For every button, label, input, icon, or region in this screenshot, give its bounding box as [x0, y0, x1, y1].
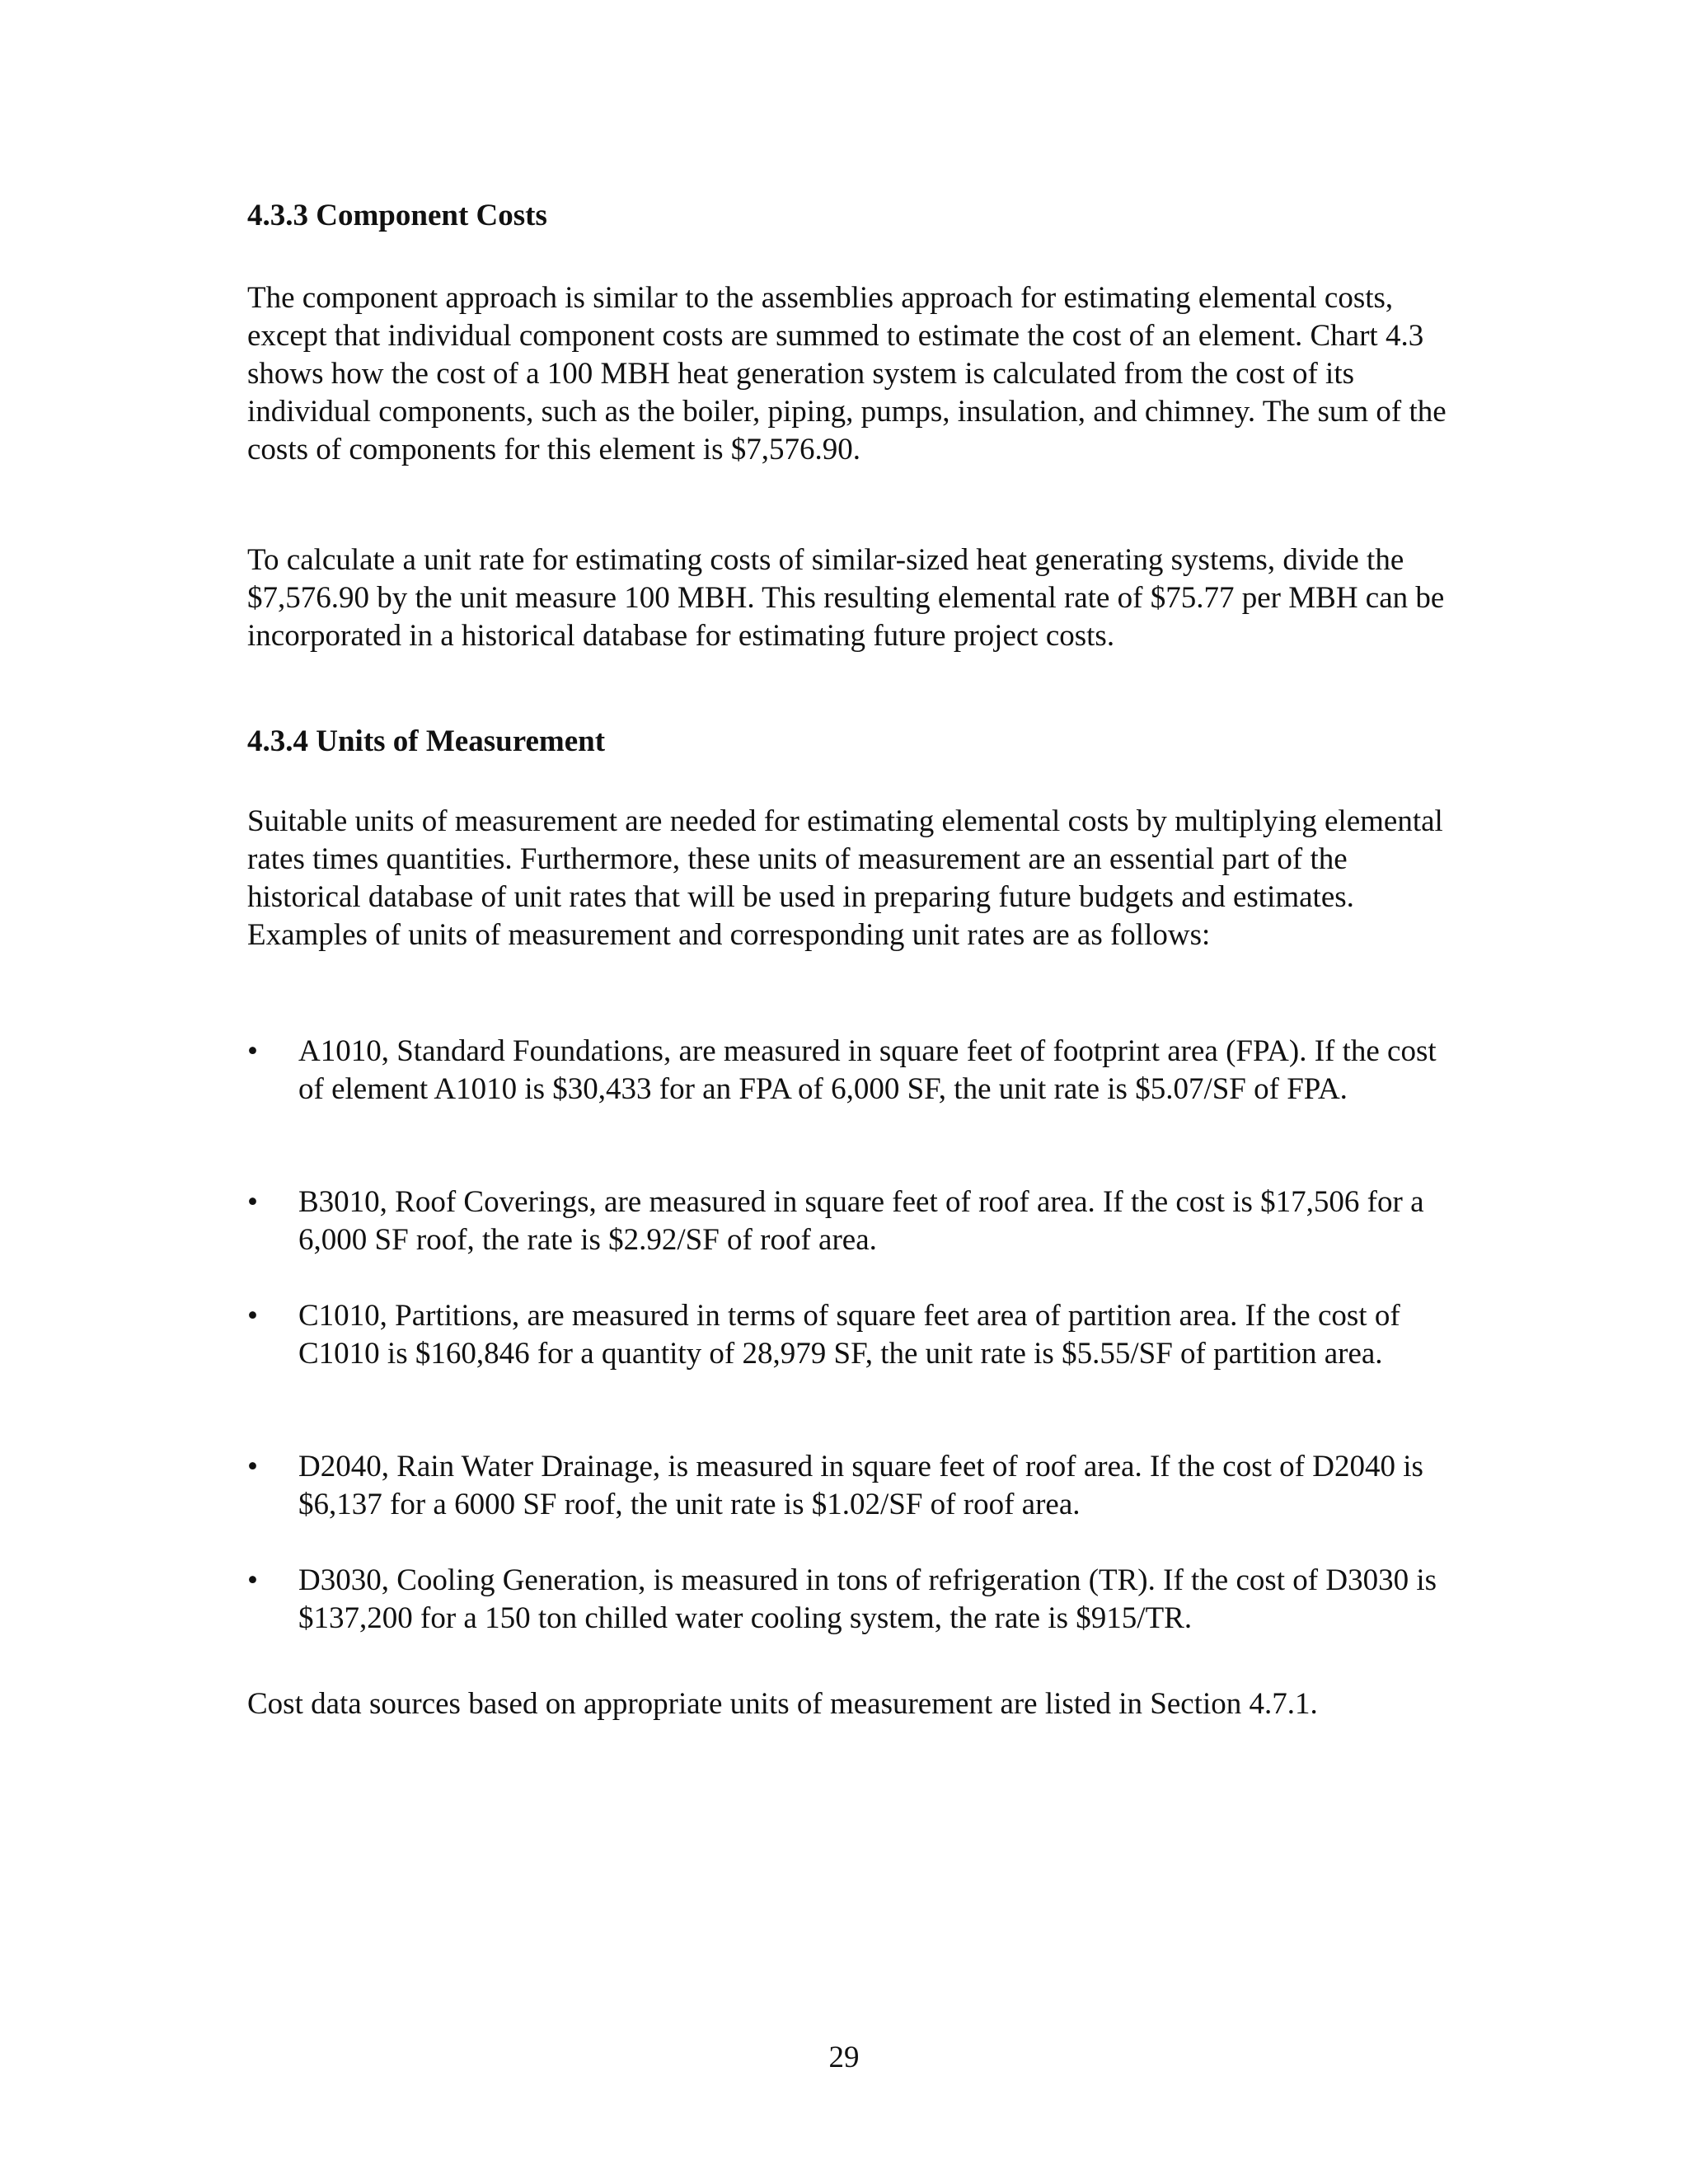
bullet-icon: • — [247, 1450, 258, 1483]
list-item-text: D3030, Cooling Generation, is measured in tons of refrigeration (TR). If the cost of D3030 is $137,200 for a 150 ton chilled water cooling system, the rate is $915/TR. — [298, 1563, 1437, 1635]
list-item-text: C1010, Partitions, are measured in terms of square feet area of partition area. If the cost of C1010 is $160,846 for a quantity of 28,979 SF, the unit rate is $5.55/SF of partition area. — [298, 1299, 1400, 1371]
bullet-icon: • — [247, 1034, 258, 1068]
bullet-icon: • — [247, 1185, 258, 1219]
section-heading-units-of-measurement: 4.3.4 Units of Measurement — [247, 724, 606, 758]
list-item-text: B3010, Roof Coverings, are measured in square feet of roof area. If the cost is $17,506 for a 6,000 SF roof, the rate is $2.92/SF of roof area. — [298, 1185, 1424, 1257]
bullet-icon: • — [247, 1299, 258, 1333]
page-number: 29 — [828, 2041, 860, 2074]
document-page — [247, 0, 1459, 2184]
bullet-icon: • — [247, 1563, 258, 1597]
paragraph-cost-data-sources: Cost data sources based on appropriate units of measurement are listed in Section 4.7.1. — [247, 1687, 1318, 1721]
paragraph-component-approach: The component approach is similar to the assemblies approach for estimating elemental costs, except that individual component costs are summed to estimate the cost of an element. Chart 4.3 shows how the cost of a 100 MBH heat generation system is calculated from the cost of its individual components, such as the boiler, piping, pumps, insulation, and chimney. The sum of the costs of components for this element is $7,576.90. — [247, 281, 1447, 466]
list-item-text: A1010, Standard Foundations, are measured in square feet of footprint area (FPA). If the cost of element A1010 is $30,433 for an FPA of 6,000 SF, the unit rate is $5.07/SF of FPA. — [298, 1034, 1437, 1106]
paragraph-suitable-units: Suitable units of measurement are needed for estimating elemental costs by multiplying elemental rates times quantities. Furthermore, these units of measurement are an essential part of the historical database of unit rates that will be used in preparing future budgets and estimates. Examples of units of measurement and corresponding unit rates are as follows: — [247, 804, 1443, 952]
section-heading-component-costs: 4.3.3 Component Costs — [247, 199, 547, 232]
paragraph-unit-rate: To calculate a unit rate for estimating costs of similar-sized heat generating systems, divide the $7,576.90 by the unit measure 100 MBH. This resulting elemental rate of $75.77 per MBH can be incorporated in a historical database for estimating future project costs. — [247, 543, 1445, 653]
list-item-text: D2040, Rain Water Drainage, is measured in square feet of roof area. If the cost of D2040 is $6,137 for a 6000 SF roof, the unit rate is $1.02/SF of roof area. — [298, 1450, 1423, 1521]
